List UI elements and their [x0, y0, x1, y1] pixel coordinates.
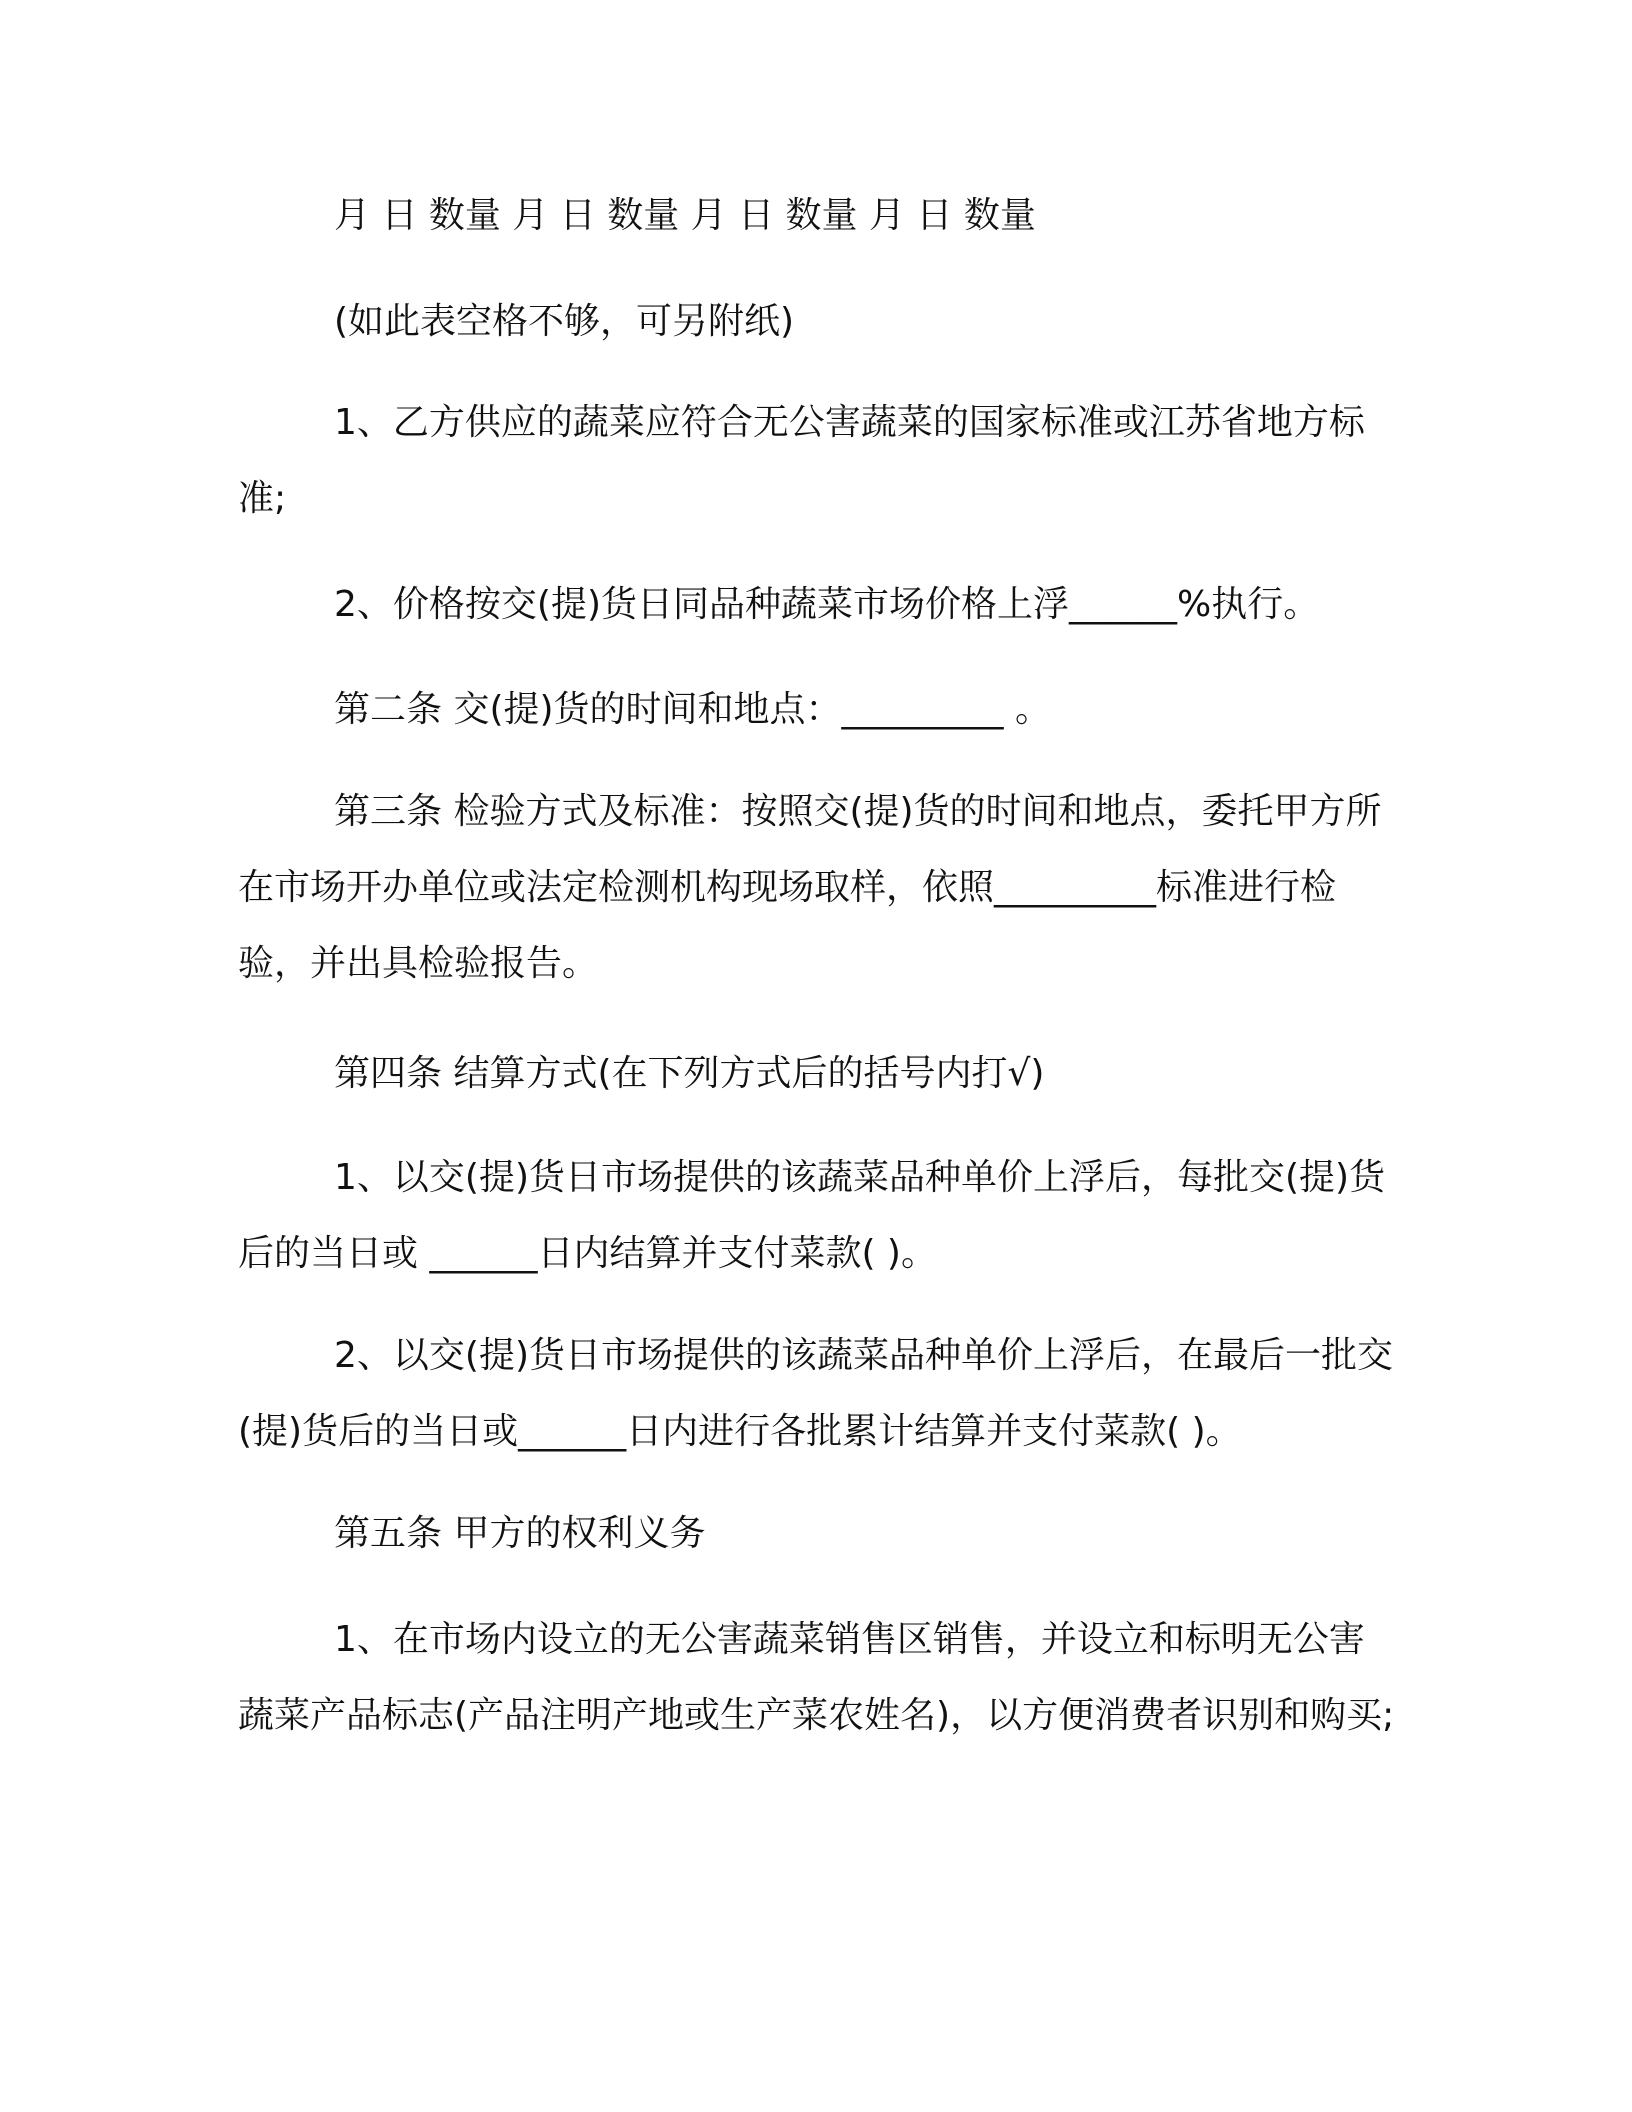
paragraph-article-2: 第二条 交(提)货的时间和地点：_________ 。 — [334, 689, 1051, 730]
paragraph-table-header: 月 日 数量 月 日 数量 月 日 数量 月 日 数量 — [334, 195, 1036, 236]
paragraph-standard: 1、乙方供应的蔬菜应符合无公害蔬菜的国家标准或江苏省地方标准; — [238, 402, 1365, 519]
paragraph-price: 2、价格按交(提)货日同品种蔬菜市场价格上浮______%执行。 — [334, 584, 1320, 625]
paragraph-article-5: 第五条 甲方的权利义务 — [334, 1513, 706, 1554]
paragraph-settlement-2: 2、以交(提)货日市场提供的该蔬菜品种单价上浮后，在最后一批交(提)货后的当日或______日内进行各批累计结算并支付菜款( )。 — [238, 1335, 1393, 1452]
paragraph-article-3: 第三条 检验方式及标准：按照交(提)货的时间和地点，委托甲方所在市场开办单位或法定检测机构现场取样，依照_________标准进行检验，并出具检验报告。 — [238, 791, 1382, 984]
paragraph-party-a-right-1: 1、在市场内设立的无公害蔬菜销售区销售，并设立和标明无公害蔬菜产品标志(产品注明产地或生产菜农姓名)，以方便消费者识别和购买; — [238, 1619, 1395, 1736]
paragraph-article-4: 第四条 结算方式(在下列方式后的括号内打√) — [334, 1053, 1045, 1094]
paragraph-settlement-1: 1、以交(提)货日市场提供的该蔬菜品种单价上浮后，每批交(提)货后的当日或 ______日内结算并支付菜款( )。 — [238, 1157, 1386, 1274]
paragraph-note: (如此表空格不够，可另附纸) — [334, 301, 795, 342]
